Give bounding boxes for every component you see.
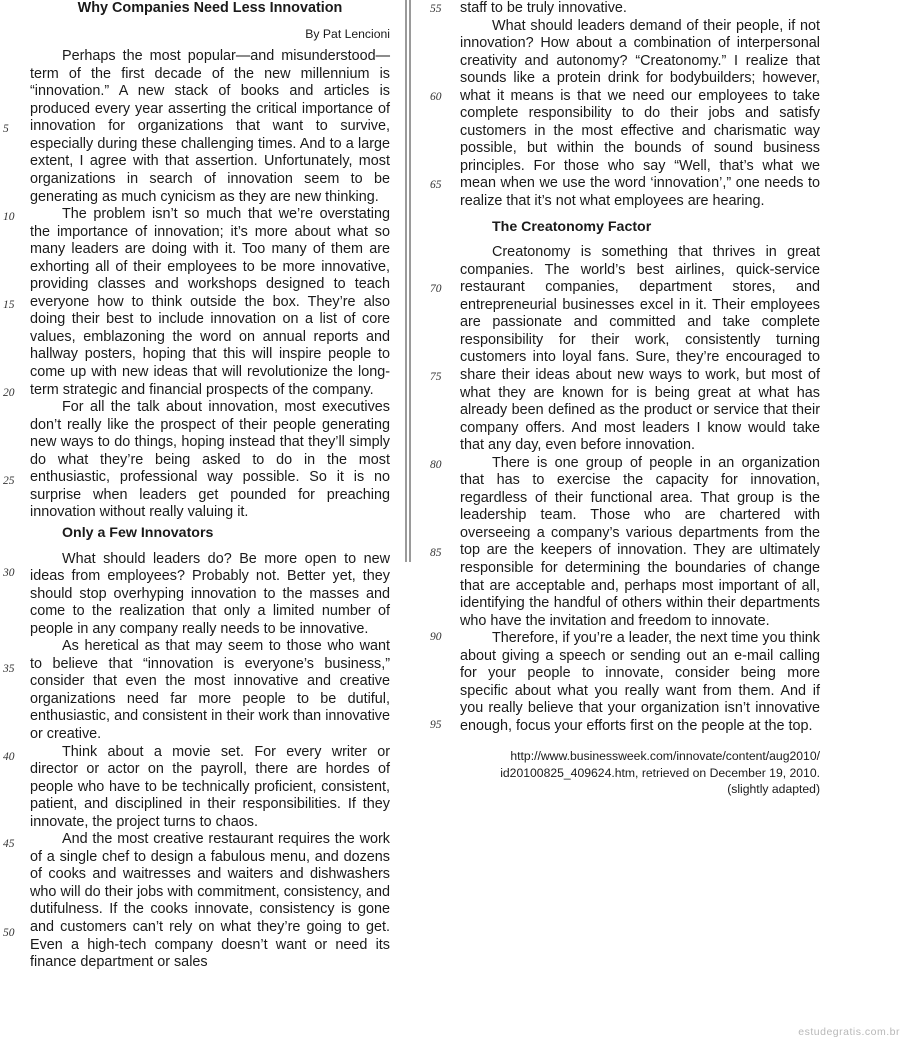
source-url-line-2: id20100825_409624.htm, retrieved on December 19, 2010.: [500, 765, 820, 780]
paragraph-2: The problem isn’t so much that we’re overstating the importance of innovation; it’s more about what so many leaders are doing with it. Too many of them are exhorting all of their employees to be more innovative, providing classes and workshops designed to teach everyone how to think outside the box. They’re also doing their best to include innovation on a list of core values, emblazoning the word on annual reports and hallway posters, hoping that this will inspire people to come up with new ideas that will revolutionize the long-term strategic and financial prospects of the company.: [30, 206, 390, 398]
watermark: estudegratis.com.br: [798, 1026, 900, 1038]
paragraph-9: Creatonomy is something that thrives in great companies. The world’s best airlines, quick-service restaurant companies, department stores, and entrepreneurial businesses excel in it. Their employees are passionate and committed and take complete responsibility for their work, consistently turning customers into loyal fans. Sure, they’re encouraged to share their ideas about new ways to work, but most of what they are known for is being great at what has already been defined as the product or service that their company offers. And most leaders I know would take that any day, even before innovation.: [460, 244, 820, 454]
byline: By Pat Lencioni: [305, 26, 390, 41]
line-number: 25: [3, 475, 15, 487]
article-title: Why Companies Need Less Innovation: [77, 0, 343, 16]
line-number: 35: [3, 663, 15, 675]
line-number: 45: [3, 838, 15, 850]
column-divider: [405, 0, 411, 562]
paragraph-3: For all the talk about innovation, most executives don’t really like the prospect of their people generating new ways to do things, hoping instead that they’ll simply do what they’re being asked to do in the most enthusiastic, professional way possible. So it is no surprise when leaders get pounded for preaching innovation without really valuing it.: [30, 399, 390, 521]
source-citation: [460, 748, 820, 797]
source-url-line-1: http://www.businessweek.com/innovate/content/aug2010/: [510, 749, 820, 764]
section-heading-few-innovators: Only a Few Innovators: [62, 524, 214, 541]
paragraph-7-continued: staff to be truly innovative.: [460, 0, 627, 16]
source-note: (slightly adapted): [727, 781, 820, 796]
line-number: 75: [430, 371, 442, 383]
line-number: 85: [430, 547, 442, 559]
line-number: 70: [430, 283, 442, 295]
line-number: 60: [430, 91, 442, 103]
line-number: 5: [3, 123, 9, 135]
right-column: [460, 0, 820, 797]
line-number: 10: [3, 211, 15, 223]
paragraph-10: There is one group of people in an organization that has to exercise the capacity for innovation, regardless of their functional area. That group is the leadership team. Those who are chartered with overseeing a company’s various departments from the top are the keepers of innovation. They are ultimately responsible for determining the boundaries of change that are acceptable and, perhaps most important of all, identifying the handful of others within their departments who have the invitation and freedom to innovate.: [460, 454, 820, 629]
line-number: 90: [430, 631, 442, 643]
left-column: [30, 0, 390, 972]
line-number: 65: [430, 179, 442, 191]
line-number: 80: [430, 459, 442, 471]
paragraph-1: Perhaps the most popular—and misunderstood—term of the first decade of the new millennium is “innovation.” A new stack of books and articles is produced every year asserting the critical importance of innovation for organizations that want to survive, especially during these challenging times. And to a large extent, I agree with that assertion. Unfortunately, most organizations in search of innovation seem to be generating as much cynicism as they are new thinking.: [30, 48, 390, 205]
line-number: 40: [3, 751, 15, 763]
paragraph-4: What should leaders do? Be more open to new ideas from employees? Probably not. Better yet, they should stop overhyping innovation to the masses and come to the realization that only a limited number of people in any company really needs to be innovative.: [30, 550, 390, 637]
line-number: 55: [430, 3, 442, 15]
paragraph-7: And the most creative restaurant requires the work of a single chef to design a fabulous menu, and dozens of cooks and waitresses and waiters and dishwashers who will do their jobs with commitment, consistency, and dutifulness. If the cooks innovate, consistency is gone and customers can’t rely on what they’re going to get. Even a high-tech company doesn’t want or need its finance department or sales: [30, 831, 390, 971]
line-number: 20: [3, 387, 15, 399]
line-number: 15: [3, 299, 15, 311]
paragraph-6: Think about a movie set. For every writer or director or actor on the payroll, there are hordes of people who have to be technically proficient, consistent, patient, and disciplined in their responsibilities. If they innovate, the project turns to chaos.: [30, 743, 390, 830]
line-number: 30: [3, 567, 15, 579]
paragraph-11: Therefore, if you’re a leader, the next time you think about giving a speech or sending out an e-mail calling for your people to innovate, consider being more specific about what you really want from them. And if you really believe that your organization isn’t innovative enough, focus your efforts first on the people at the top.: [460, 630, 820, 734]
line-number: 50: [3, 927, 15, 939]
paragraph-8: What should leaders demand of their people, if not innovation? How about a combination of interpersonal creativity and autonomy? “Creatonomy.” I realize that sounds like a protein drink for bodybuilders; however, what it means is that we need our employees to take complete responsibility to do their jobs and satisfy customers in the most effective and charismatic way possible, but within the bounds of sound business principles. For those who say “Well, that’s what we mean when we use the word ‘innovation’,” one needs to realize that it’s not what employees are hearing.: [460, 17, 820, 210]
paragraph-5: As heretical as that may seem to those who want to believe that “innovation is everyone’s business,” consider that even the most innovative and creative organizations need far more people to be dutiful, enthusiastic, and consistent in their work than innovative or creative.: [30, 638, 390, 743]
section-heading-creatonomy: The Creatonomy Factor: [492, 218, 652, 235]
line-number: 95: [430, 719, 442, 731]
